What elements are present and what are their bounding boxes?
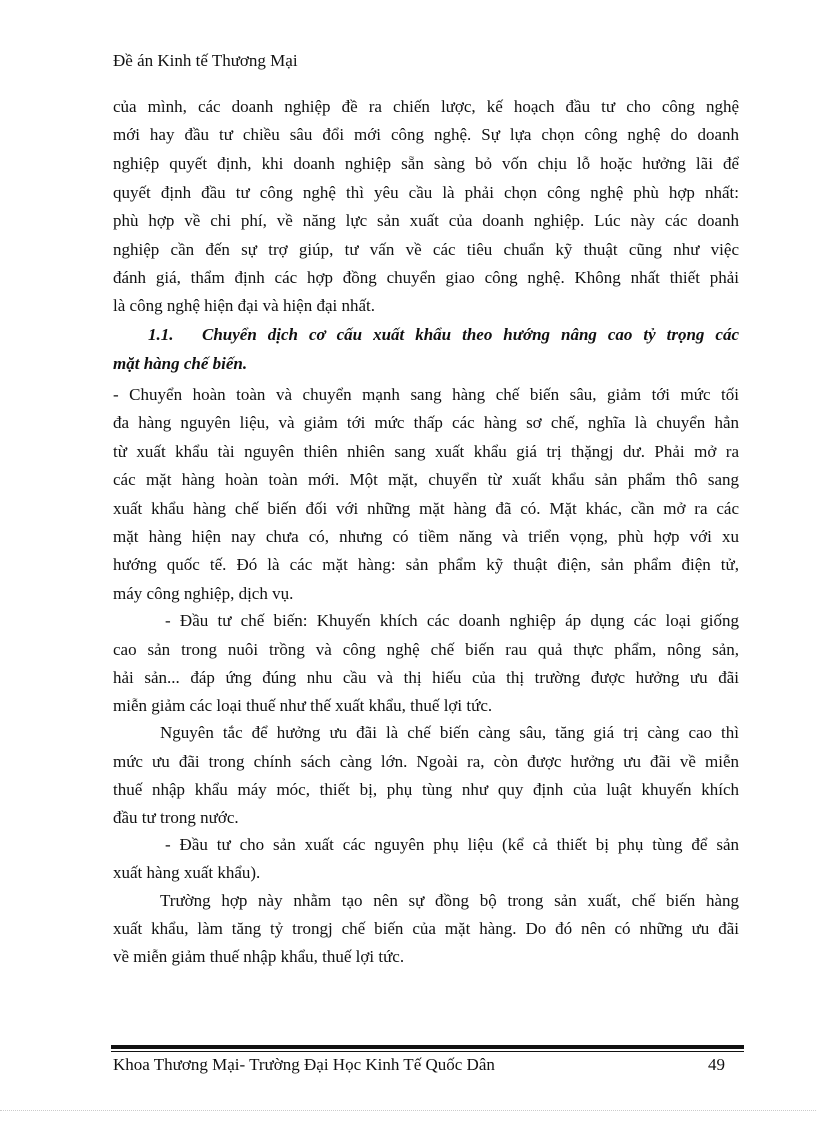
body-text-line: nghiệp quyết định, khi doanh nghiệp sẵn sàng bỏ vốn chịu lỗ hoặc hưởng lãi để — [113, 154, 739, 173]
body-text-line: - Chuyển hoàn toàn và chuyển mạnh sang hàng chế biến sâu, giảm tới mức tối — [113, 385, 739, 404]
footer-text: Khoa Thương Mại- Trường Đại Học Kinh Tế Quốc Dân — [113, 1055, 495, 1074]
body-text-line: đánh giá, thẩm định các hợp đồng chuyển giao công nghệ. Không nhất thiết phải — [113, 268, 739, 287]
body-text-line: máy công nghiệp, dịch vụ. — [113, 584, 294, 603]
body-text-line: Trường hợp này nhằm tạo nên sự đồng bộ trong sản xuất, chế biến hàng — [160, 891, 739, 910]
section-number: 1.1. — [148, 325, 174, 344]
body-text-line: hải sản... đáp ứng đúng nhu cầu và thị hiếu của thị trường được hưởng ưu đãi — [113, 668, 739, 687]
footer-rule-thin — [111, 1051, 744, 1052]
body-text-line: xuất khẩu hàng chế biến đối với những mặt hàng đã có. Mặt khác, cần mở ra các — [113, 499, 739, 518]
body-text-line: - Đầu tư chế biến: Khuyến khích các doanh nghiệp áp dụng các loại giống — [165, 611, 739, 630]
body-text-line: mới hay đầu tư chiều sâu đổi mới công nghệ. Sự lựa chọn công nghệ do doanh — [113, 125, 739, 144]
body-text-line: miễn giảm các loại thuế như thế xuất khẩu, thuế lợi tức. — [113, 696, 493, 715]
body-text-line: nghiệp cần đến sự trợ giúp, tư vấn về các tiêu chuẩn kỹ thuật cũng như việc — [113, 240, 739, 259]
body-text-line: hướng quốc tế. Đó là các mặt hàng: sản phẩm kỹ thuật điện, sản phẩm điện tử, — [113, 555, 739, 574]
body-text-line: Nguyên tắc để hưởng ưu đãi là chế biến càng sâu, tăng giá trị càng cao thì — [160, 723, 739, 742]
section-heading: mặt hàng chế biến. — [113, 354, 248, 373]
body-text-line: đa hàng nguyên liệu, và giảm tới mức thấp các hàng sơ chế, nghĩa là chuyển hẳn — [113, 413, 739, 432]
body-text-line: quyết định đầu tư công nghệ thì yêu cầu là phải chọn công nghệ phù hợp nhất: — [113, 183, 739, 202]
body-text-line: thuế nhập khẩu máy móc, thiết bị, phụ tùng như quy định của luật khuyến khích — [113, 780, 739, 799]
body-text-line: phù hợp về chi phí, về năng lực sản xuất của doanh nghiệp. Lúc này các doanh — [113, 211, 739, 230]
body-text-line: mức ưu đãi trong chính sách càng lớn. Ngoài ra, còn được hưởng ưu đãi về miễn — [113, 752, 739, 771]
body-text-line: của mình, các doanh nghiệp đề ra chiến lược, kế hoạch đầu tư cho công nghệ — [113, 97, 739, 116]
body-text-line: - Đầu tư cho sản xuất các nguyên phụ liệu (kể cả thiết bị phụ tùng để sản — [165, 835, 739, 854]
body-text-line: cao sản trong nuôi trồng và công nghệ chế biến rau quả thực phẩm, nông sản, — [113, 640, 739, 659]
body-text-line: mặt hàng hiện nay chưa có, nhưng có tiềm năng và triển vọng, phù hợp với xu — [113, 527, 739, 546]
page-edge-divider — [0, 1110, 816, 1111]
page-number: 49 — [708, 1055, 725, 1074]
footer-rule — [111, 1045, 744, 1049]
section-heading: Chuyển dịch cơ cấu xuất khẩu theo hướng nâng cao tỷ trọng các — [202, 325, 739, 344]
body-text-line: là công nghệ hiện đại và hiện đại nhất. — [113, 296, 375, 315]
body-text-line: về miễn giảm thuế nhập khẩu, thuế lợi tức. — [113, 947, 405, 966]
body-text-line: các mặt hàng hoàn toàn mới. Một mặt, chuyển từ xuất khẩu sản phẩm thô sang — [113, 470, 739, 489]
body-text-line: từ xuất khẩu tài nguyên thiên nhiên sang xuất khẩu giá trị thặngj dư. Phải mở ra — [113, 442, 739, 461]
body-text-line: đầu tư trong nước. — [113, 808, 239, 827]
running-header: Đề án Kinh tế Thương Mại — [113, 51, 298, 70]
body-text-line: xuất khẩu, làm tăng tỷ trongj chế biến của mặt hàng. Do đó nên có những ưu đãi — [113, 919, 739, 938]
body-text-line: xuất hàng xuất khẩu). — [113, 863, 261, 882]
